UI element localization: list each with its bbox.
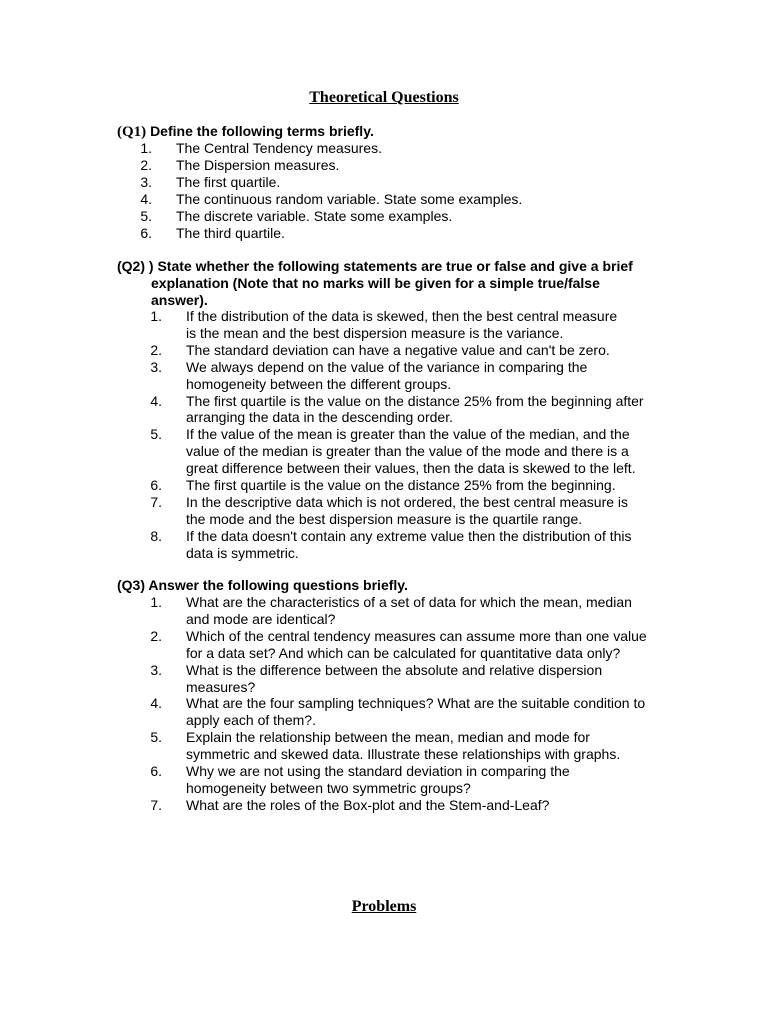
list-item-text: Which of the central tendency measures can assume more than one value [186, 627, 647, 644]
list-item-number: 6. [150, 763, 162, 780]
question-1-list [132, 140, 522, 241]
list-item [142, 477, 644, 494]
list-item [142, 662, 647, 696]
list-item-number: 8. [150, 527, 162, 544]
list-item-number: 1. [150, 594, 162, 610]
list-item-text: apply each of them?. [186, 712, 316, 729]
list-item-text: The standard deviation can have a negative value and can't be zero. [186, 341, 610, 358]
list-item [142, 628, 647, 662]
list-item-text: data is symmetric. [186, 544, 299, 561]
list-item [142, 393, 644, 427]
list-item-text: is the mean and the best dispersion measure is the variance. [186, 324, 564, 341]
question-3-list [142, 594, 647, 814]
question-2-prompt-line: explanation (Note that no marks will be given for a simple true/false [151, 275, 600, 291]
question-3-number: (Q3) [117, 577, 145, 593]
list-item [132, 174, 522, 191]
list-item-number: 1. [140, 140, 152, 156]
list-item-number: 2. [140, 156, 152, 173]
list-item-text: The first quartile. [176, 173, 281, 190]
list-item-text: What is the difference between the absolute and relative dispersion [186, 661, 603, 678]
list-item-text: for a data set? And which can be calculated for quantitative data only? [186, 644, 621, 661]
question-1-number: (Q1) [117, 124, 147, 140]
list-item [142, 342, 644, 359]
list-item-text: The third quartile. [176, 224, 285, 241]
list-item [132, 157, 522, 174]
list-item [142, 426, 644, 477]
question-2-number: (Q2) [117, 258, 145, 274]
section-heading-problems: Problems [351, 898, 417, 915]
list-item-text: What are the characteristics of a set of data for which the mean, median [186, 594, 632, 610]
question-1-heading [117, 123, 374, 141]
list-item-number: 7. [150, 493, 162, 510]
list-item-number: 1. [150, 308, 162, 324]
list-item-number: 3. [150, 358, 162, 375]
list-item [142, 763, 647, 797]
list-item-number: 4. [140, 190, 152, 207]
list-item-number: 3. [150, 661, 162, 678]
list-item [142, 494, 644, 528]
list-item-text: and mode are identical? [186, 610, 336, 627]
list-item [132, 191, 522, 208]
list-item-text: value of the median is greater than the value of the mode and there is a [186, 443, 629, 460]
list-item-number: 4. [150, 695, 162, 712]
list-item [142, 594, 647, 628]
question-2-list [142, 308, 644, 562]
list-item-text: In the descriptive data which is not ordered, the best central measure is [186, 493, 629, 510]
question-2-prompt-line: ) State whether the following statements are true or false and give a brief [148, 258, 633, 274]
list-item-number: 2. [150, 627, 162, 644]
list-item-text: The Central Tendency measures. [176, 140, 382, 156]
list-item-text: homogeneity between the different groups. [186, 375, 452, 392]
question-2-prompt-line: answer). [151, 292, 208, 308]
list-item-text: the mode and the best dispersion measure is the quartile range. [186, 510, 583, 527]
list-item-text: measures? [186, 678, 256, 695]
list-item-text: homogeneity between two symmetric groups? [186, 779, 471, 796]
list-item [132, 140, 522, 157]
list-item [142, 528, 644, 562]
list-item-text: symmetric and skewed data. Illustrate these relationships with graphs. [186, 746, 621, 763]
list-item-number: 4. [150, 392, 162, 409]
question-1-prompt: Define the following terms briefly. [150, 123, 374, 139]
question-3-heading [117, 577, 408, 594]
list-item-text: The first quartile is the value on the distance 25% from the beginning. [186, 477, 616, 494]
list-item-number: 5. [150, 729, 162, 746]
list-item-text: The first quartile is the value on the distance 25% from the beginning after [186, 392, 644, 409]
list-item [142, 308, 644, 342]
list-item [142, 797, 647, 814]
list-item-text: If the value of the mean is greater than the value of the median, and the [186, 426, 630, 443]
list-item [132, 225, 522, 242]
list-item-text: Explain the relationship between the mean, median and mode for [186, 729, 590, 746]
list-item-number: 2. [150, 341, 162, 358]
list-item [142, 695, 647, 729]
section-heading-theoretical-questions: Theoretical Questions [309, 89, 459, 106]
list-item-number: 7. [150, 796, 162, 813]
list-item [142, 729, 647, 763]
list-item-text: What are the roles of the Box-plot and the Stem-and-Leaf? [186, 796, 550, 813]
list-item-number: 3. [140, 173, 152, 190]
list-item-text: Why we are not using the standard deviation in comparing the [186, 763, 570, 780]
list-item-number: 6. [140, 224, 152, 241]
list-item-text: If the data doesn't contain any extreme value then the distribution of this [186, 527, 632, 544]
list-item-number: 5. [150, 426, 162, 443]
list-item-text: If the distribution of the data is skewed, then the best central measure [186, 308, 618, 324]
list-item-text: What are the four sampling techniques? What are the suitable condition to [186, 695, 646, 712]
list-item-text: The discrete variable. State some examples. [176, 207, 453, 224]
list-item-text: The Dispersion measures. [176, 156, 340, 173]
list-item [132, 208, 522, 225]
list-item-text: arranging the data in the descending order. [186, 409, 453, 426]
list-item [142, 359, 644, 393]
question-3-prompt: Answer the following questions briefly. [148, 577, 408, 593]
list-item-text: great difference between their values, then the data is skewed to the left. [186, 460, 636, 477]
list-item-number: 5. [140, 207, 152, 224]
list-item-text: The continuous random variable. State some examples. [176, 190, 523, 207]
list-item-number: 6. [150, 477, 162, 494]
list-item-text: We always depend on the value of the variance in comparing the [186, 358, 588, 375]
question-2-heading [117, 258, 717, 309]
